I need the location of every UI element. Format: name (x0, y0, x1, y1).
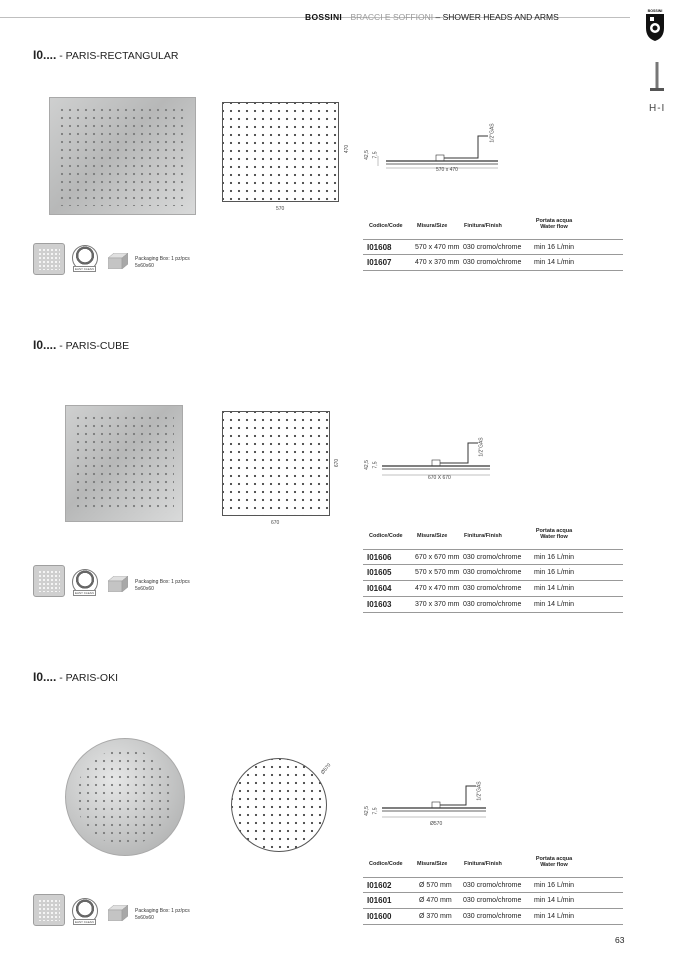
cell-size: 470 x 470 mm (415, 585, 460, 592)
section-code-prefix: I0.... (33, 48, 57, 62)
dim-h2: 42,5 (363, 806, 370, 816)
dim-h1: 7,5 (372, 461, 379, 469)
cell-flow: min 16 L/min (534, 554, 575, 561)
shower-arm-icon (648, 62, 666, 94)
dim-connection: 1/2"GAS (478, 437, 485, 457)
shower-head-thumb-icon (33, 565, 65, 597)
cell-flow: min 16 L/min (534, 569, 575, 576)
cell-finish: 030 cromo/chrome (463, 585, 522, 592)
cell-code: I01603 (367, 600, 392, 609)
section-title-rectangular (33, 48, 178, 62)
dim-connection: 1/2"GAS (489, 123, 496, 143)
dim-width: 670 (271, 520, 280, 526)
dim-h2: 42,5 (363, 150, 370, 160)
dim-diameter: Ø570 (319, 762, 333, 776)
category-en: SHOWER HEADS AND ARMS (442, 12, 559, 22)
cell-code: I01604 (367, 584, 392, 593)
cell-code: I01608 (367, 243, 392, 252)
dim-h1: 7,5 (372, 807, 379, 815)
packaging-line-2: 5x60x60 (135, 263, 154, 269)
section-code: H-I (649, 103, 666, 114)
brand-name: BOSSINI (305, 12, 343, 22)
th-flow: Portata acqua Water flow (535, 218, 573, 230)
page-number: 63 (615, 935, 625, 945)
packaging-line-2: 5x60x60 (135, 915, 154, 921)
dim-height: 670 (334, 458, 341, 468)
table-row (363, 893, 623, 909)
cell-finish: 030 cromo/chrome (463, 913, 522, 920)
cell-size: 570 x 570 mm (415, 569, 460, 576)
table-row (363, 597, 623, 613)
table-row (363, 549, 623, 565)
cell-code: I01601 (367, 896, 392, 905)
table-row (363, 581, 623, 597)
packaging-line-2: 5x60x60 (135, 586, 154, 592)
th-finish: Finitura/Finish (464, 533, 502, 539)
th-size: Misura/Size (417, 223, 448, 229)
cell-size: 670 x 670 mm (415, 554, 460, 561)
th-flow: Portata acqua Water flow (535, 528, 573, 540)
category-it: BRACCI E SOFFIONI (350, 12, 434, 22)
cell-size: Ø 370 mm (419, 913, 452, 920)
section-title-cube (33, 338, 129, 352)
cell-flow: min 14 L/min (534, 913, 575, 920)
th-code: Codice/Code (369, 533, 403, 539)
top-view-drawing-oki (231, 758, 327, 852)
category-separator: – (435, 12, 441, 22)
packaging-line-1: Packaging Box: 1 pz/pcs (135, 908, 190, 914)
cell-size: Ø 470 mm (419, 897, 452, 904)
logo-text: BOSSINI (647, 9, 663, 13)
cell-finish: 030 cromo/chrome (463, 244, 522, 251)
dim-height: 470 (344, 144, 351, 154)
dim-side-length: 670 X 670 (428, 475, 451, 481)
easy-clean-label: EASY CLEAN (75, 591, 94, 595)
section-name: - PARIS-OKI (59, 672, 118, 684)
packaging-info (135, 908, 190, 922)
packaging-line-1: Packaging Box: 1 pz/pcs (135, 579, 190, 585)
cell-finish: 030 cromo/chrome (463, 897, 522, 904)
cell-code: I01600 (367, 912, 392, 921)
th-finish: Finitura/Finish (464, 861, 502, 867)
cell-code: I01602 (367, 881, 392, 890)
packaging-info (135, 256, 190, 270)
top-view-drawing-rectangular (222, 102, 339, 202)
cell-finish: 030 cromo/chrome (463, 554, 522, 561)
table-row (363, 909, 623, 925)
cell-code: I01607 (367, 258, 392, 267)
th-size: Misura/Size (417, 533, 448, 539)
packaging-box-icon (108, 576, 128, 592)
cell-finish: 030 cromo/chrome (463, 259, 522, 266)
packaging-box-icon (108, 253, 128, 269)
cell-finish: 030 cromo/chrome (463, 882, 522, 889)
page-header (305, 12, 559, 22)
cell-flow: min 16 L/min (534, 244, 575, 251)
product-photo-cube (65, 405, 183, 522)
dim-side-length: 570 x 470 (436, 167, 458, 173)
cell-flow: min 14 L/min (534, 897, 575, 904)
product-photo-rectangular (49, 97, 196, 215)
th-flow: Portata acqua Water flow (535, 856, 573, 868)
shower-head-thumb-icon (33, 894, 65, 926)
top-view-drawing-cube (222, 411, 330, 516)
cell-size: Ø 570 mm (419, 882, 452, 889)
product-photo-oki (65, 738, 185, 856)
section-title-oki (33, 670, 118, 684)
table-row (363, 255, 623, 271)
th-code: Codice/Code (369, 223, 403, 229)
cell-size: 370 x 370 mm (415, 601, 460, 608)
cell-finish: 030 cromo/chrome (463, 569, 522, 576)
table-row (363, 239, 623, 255)
dim-side-length: Ø570 (430, 821, 443, 827)
table-row (363, 565, 623, 581)
cell-flow: min 14 L/min (534, 585, 575, 592)
section-code-prefix: I0.... (33, 670, 57, 684)
dim-h2: 42,5 (363, 460, 370, 470)
easy-clean-label: EASY CLEAN (75, 920, 94, 924)
easy-clean-label: EASY CLEAN (75, 267, 94, 271)
cell-flow: min 16 L/min (534, 882, 575, 889)
section-name: - PARIS-CUBE (59, 340, 130, 352)
cell-flow: min 14 L/min (534, 259, 575, 266)
dim-width: 570 (276, 206, 285, 212)
packaging-line-1: Packaging Box: 1 pz/pcs (135, 256, 190, 262)
cell-code: I01606 (367, 553, 392, 562)
dim-h1: 7,5 (372, 151, 379, 159)
table-row (363, 877, 623, 893)
bossini-logo-icon (644, 8, 666, 42)
cell-size: 570 x 470 mm (415, 244, 460, 251)
cell-size: 470 x 370 mm (415, 259, 460, 266)
shower-head-thumb-icon (33, 243, 65, 275)
th-size: Misura/Size (417, 861, 448, 867)
dim-connection: 1/2"GAS (476, 781, 483, 801)
packaging-box-icon (108, 905, 128, 921)
th-finish: Finitura/Finish (464, 223, 502, 229)
cell-flow: min 14 L/min (534, 601, 575, 608)
cell-finish: 030 cromo/chrome (463, 601, 522, 608)
section-name: - PARIS-RECTANGULAR (59, 50, 179, 62)
cell-code: I01605 (367, 568, 392, 577)
section-code-prefix: I0.... (33, 338, 57, 352)
packaging-info (135, 579, 190, 593)
th-code: Codice/Code (369, 861, 403, 867)
